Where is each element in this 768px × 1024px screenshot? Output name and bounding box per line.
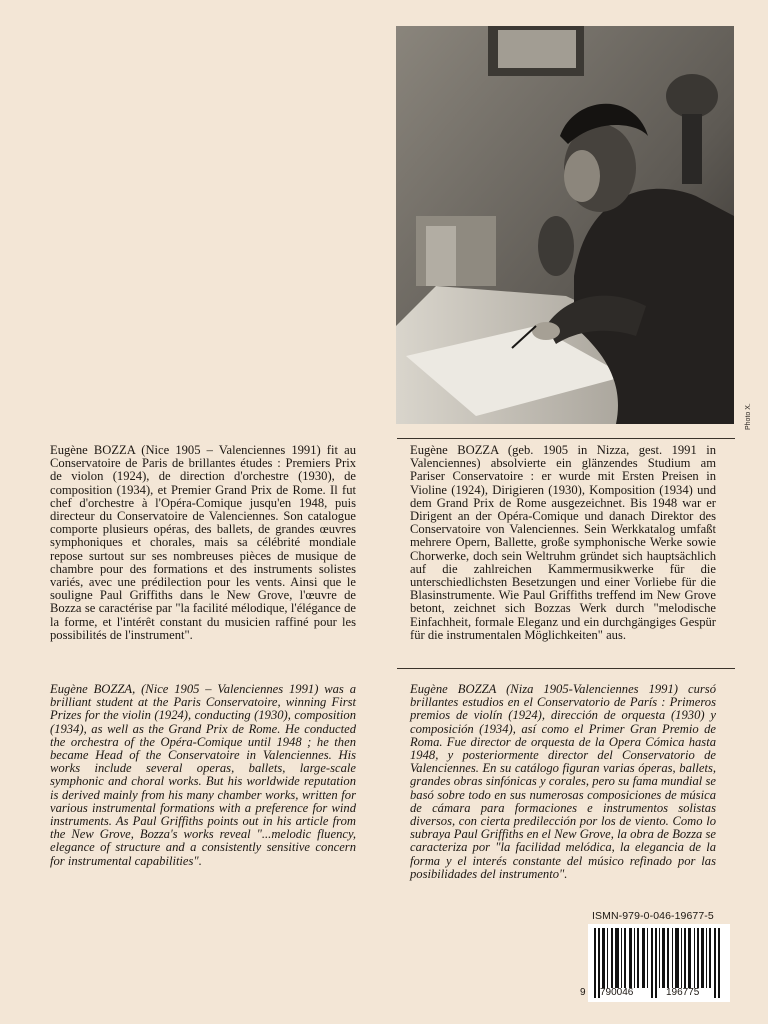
ismn-number: ISMN-979-0-046-19677-5 [592,910,714,922]
bio-french: Eugène BOZZA (Nice 1905 – Valenciennes 1991) fit au Conservatoire de Paris de brillantes études : Premiers Prix de violon (1924), de direction d'orchestre (1930), de composition (1934), et Premier Grand Prix de Rome. Il fut chef d'orchestre à l'Opéra-Comique jusqu'en 1948, puis directeur du Conservatoire de Valenciennes. Son catalogue comporte plusieurs opéras, des ballets, de grandes œuvres symphoniques et chorales, mais sa célébrité mondiale repose surtout sur ses nombreuses pièces de musique de chambre pour des formations et des instruments solistes variés, avec une prédilection pour les vents. Ainsi que le souligne Paul Griffiths dans le New Grove, l'œuvre de Bozza se caractérise par "la facilité mélodique, l'élégance de la forme, et l'intérêt constant du musicien raffiné pour les possibilités de l'instrument". [50,443,356,642]
portrait-photo-icon [396,26,734,424]
divider [397,438,735,439]
barcode-digit-first: 9 [580,987,586,998]
photo-credit: Photo X. [745,403,752,430]
bio-english: Eugène BOZZA, (Nice 1905 – Valenciennes 1991) was a brilliant student at the Paris Conservatoire, winning First Prizes for the violin (1924), conducting (1930), composition (1934), as well as the Grand Prix de Rome. He conducted the orchestra of the Opéra-Comique until 1948 ; he then became Head of the Conservatoire in Valenciennes. His works include several operas, ballets, large-scale symphonic and choral works. But his worldwide reputation is derived mainly from his many chamber works, written for various instrumental formations with a preference for wind instruments. As Paul Griffiths points out in his article from the New Grove, Bozza's works reveal "...melodic fluency, elegance of structure and a consistently sensitive concern for instrumental capabilities". [50,682,356,868]
bio-german: Eugène BOZZA (geb. 1905 in Nizza, gest. 1991 in Valenciennes) absolvierte ein glänzendes Studium am Pariser Conservatoire : er wurde mit Ersten Preisen in Violine (1924), Dirigieren (1930), Komposition (1934) und dem Grand Prix de Rome ausgezeichnet. Bis 1948 war er Dirigent an der Opéra-Comique und danach Direktor des Conservatoire von Valenciennes. Sein Werkkatalog umfaßt mehrere Opern, Ballette, große symphonische Werke sowie Chorwerke, doch sein Weltruhm gründet sich hauptsächlich auf die zahlreichen Kammermusikwerke für die unterschiedlichsten Besetzungen und einer Vorliebe für die Blasinstrumente. Wie Paul Griffiths treffend im New Grove betont, zeichnet sich Bozzas Werk durch "melodische Einfachheit, formale Eleganz und ein durchgängiges Gespür für die instrumentalen Möglichkeiten" aus. [410,443,716,642]
barcode-digits-left: 790046 [600,987,634,998]
divider [397,668,735,669]
portrait-photo [396,26,734,424]
barcode-digits-right: 196775 [666,987,700,998]
bio-spanish: Eugène BOZZA (Niza 1905-Valenciennes 1991) cursó brillantes estudios en el Conservatorio de París : Primeros premios de violín (1924), dirección de orquesta (1930) y composición (1934), así como el Primer Gran Premio de Roma. Fue director de orquesta de la Opera Cómica hasta 1948, y posteriormente director del Conservatorio de Valenciennes. En su catálogo figuran varias óperas, ballets, grandes obras sinfónicas y corales, pero su fama mundial se basó sobre todo en sus numerosas composiciones de música de cámara para formaciones e instrumentos solistas diversos, con cierta predilección por los de viento. Como lo subraya Paul Griffiths en el New Grove, la obra de Bozza se caracteriza por "la facilidad melódica, la elegancia de la forma y el interés constante del músico refinado por las posibilidades del instrumento". [410,682,716,881]
